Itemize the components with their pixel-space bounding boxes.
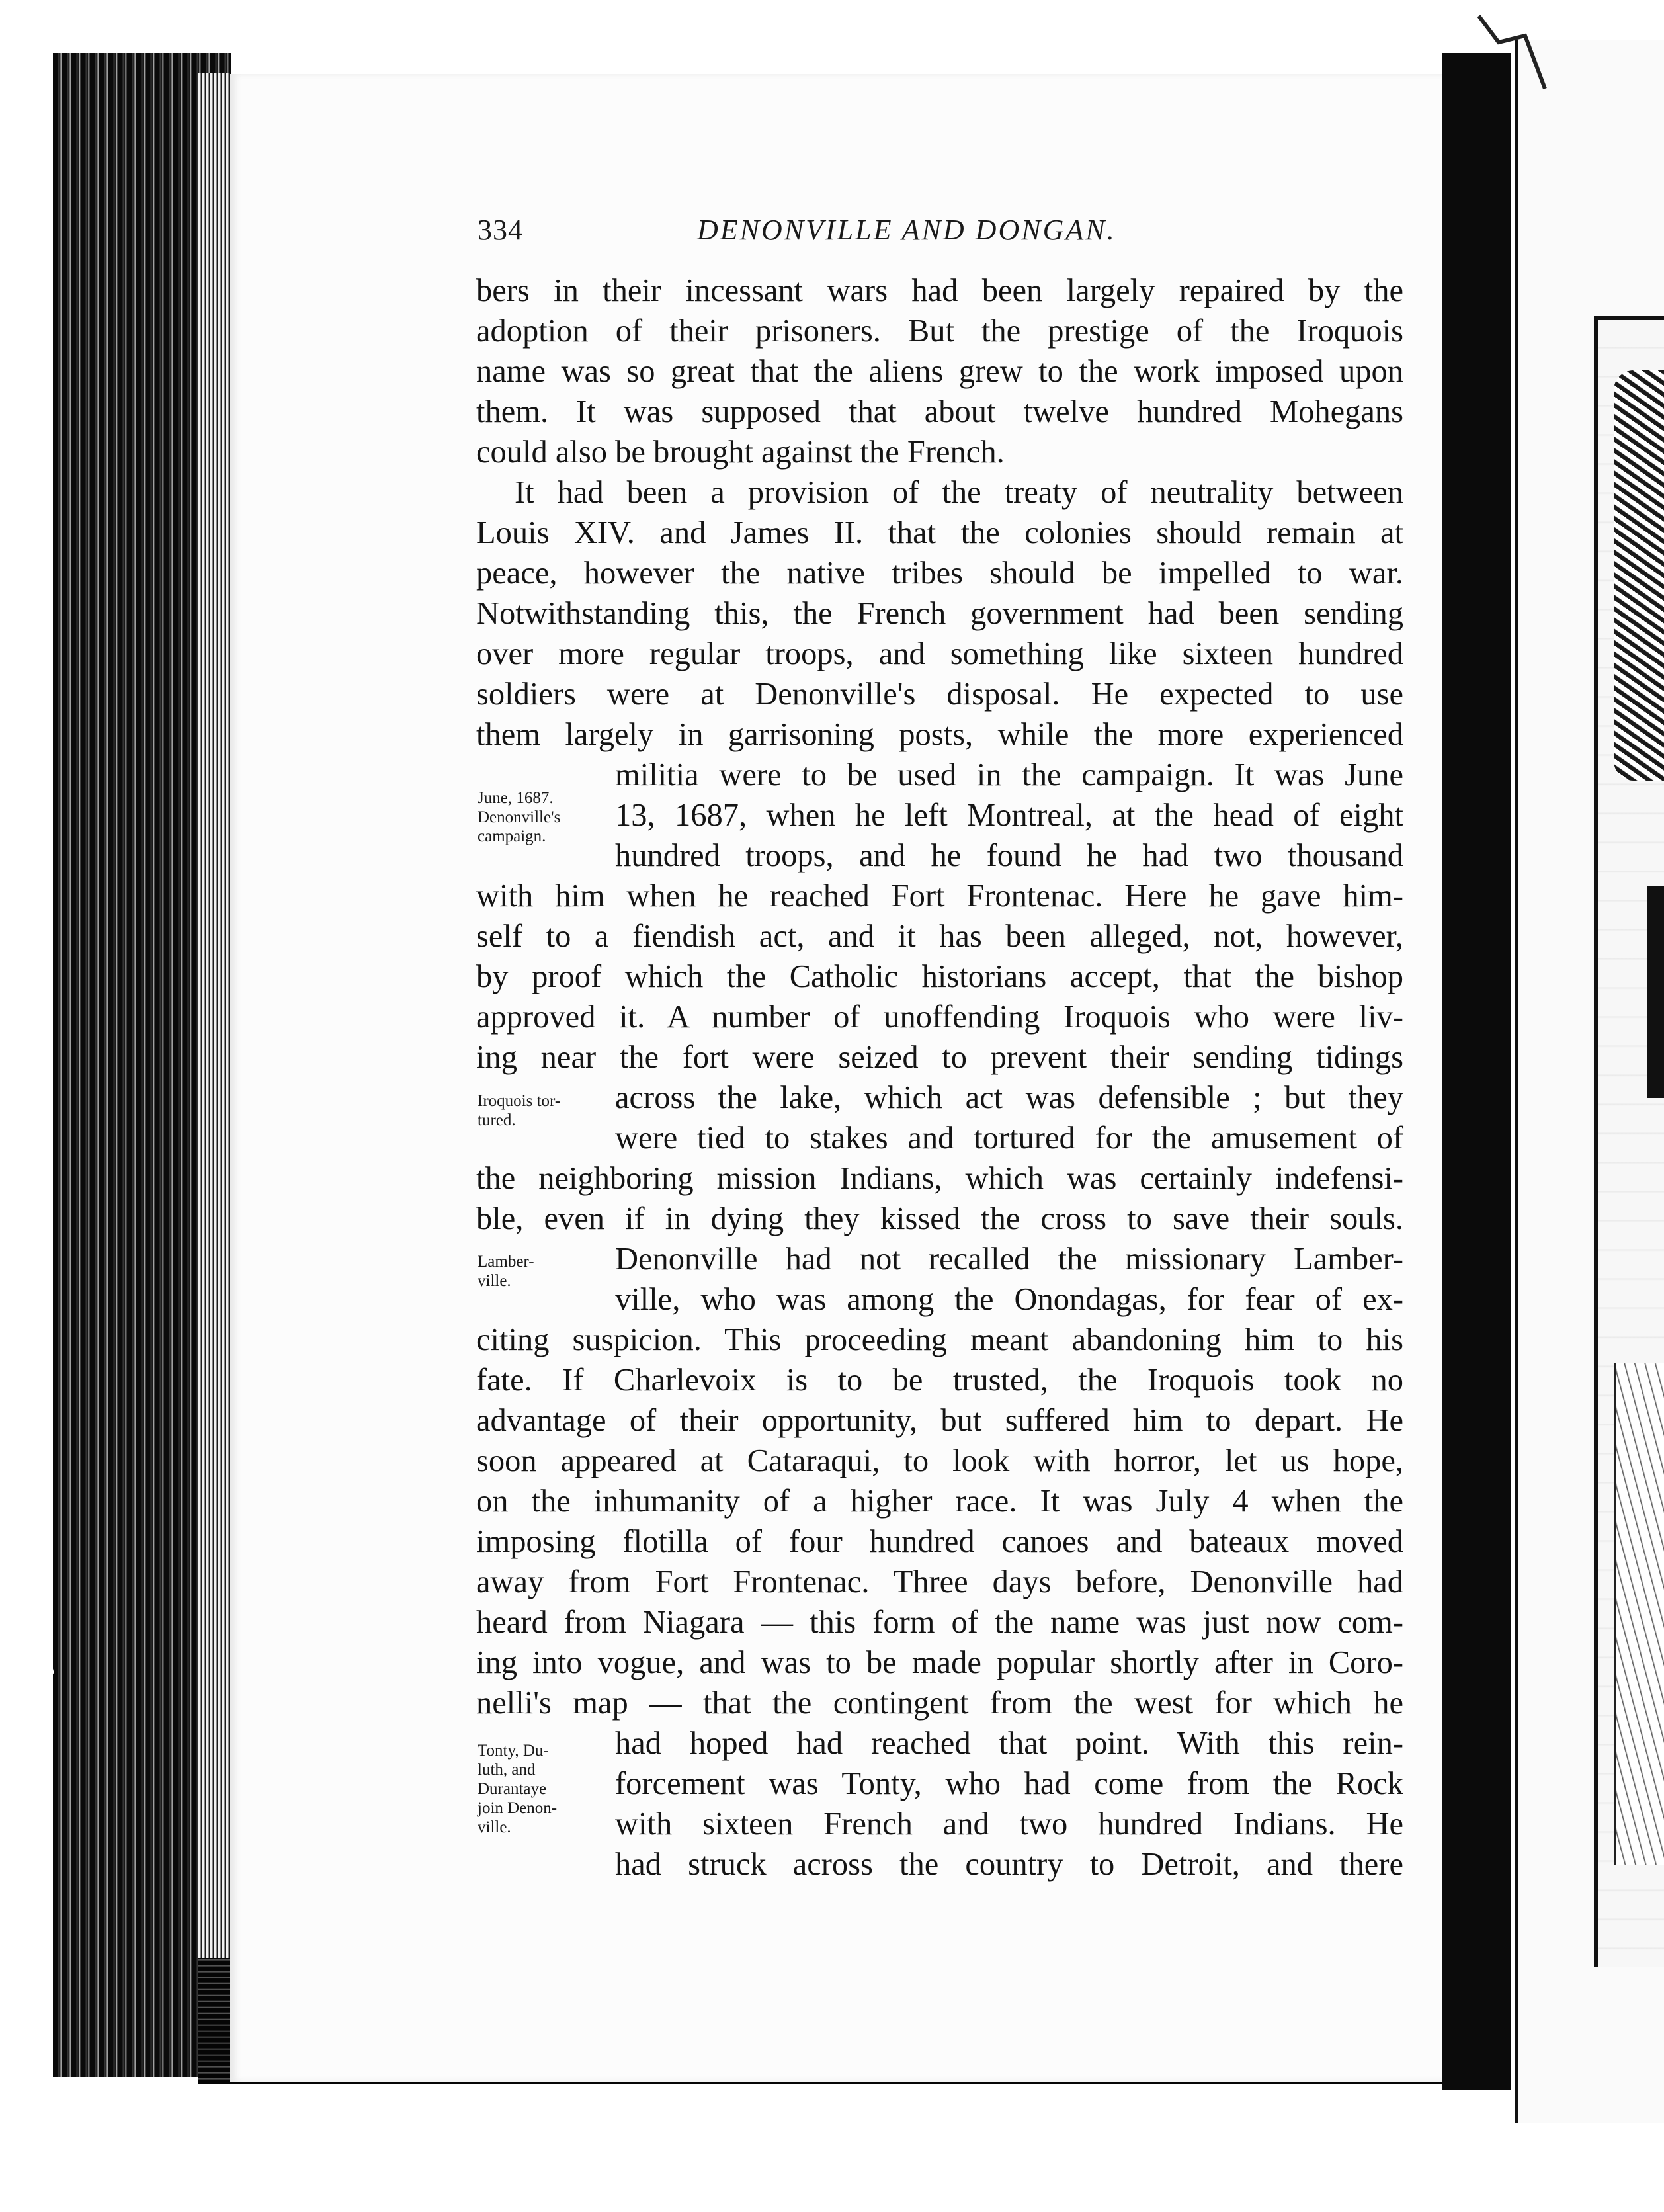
sidenote-line: Durantaye <box>478 1780 547 1798</box>
running-head <box>478 213 1403 253</box>
sidenote-denonville-campaign <box>478 788 610 846</box>
text-line: militia were to be used in the campaign. It was June <box>615 757 1403 792</box>
text-line: hundred troops, and he found he had two thousand <box>615 838 1403 873</box>
text-line: them. It was supposed that about twelve hundred Mohegans <box>476 394 1403 429</box>
text-line: ble, even if in dying they kissed the cross to save their souls. <box>476 1201 1403 1236</box>
text-line: 13, 1687, when he left Montreal, at the head of eight <box>615 798 1403 833</box>
sidenote-line: Denonville's <box>478 808 561 826</box>
facing-map-lines <box>1614 1363 1664 1865</box>
text-line: bers in their incessant wars had been largely repaired by the <box>476 273 1403 308</box>
sidenote-line: Lamber- <box>478 1253 534 1271</box>
text-line: approved it. A number of unoffending Iroquois who were liv- <box>476 1000 1403 1035</box>
text-line: Notwithstanding this, the French government had been sending <box>476 596 1403 631</box>
text-line: Louis XIV. and James II. that the colonies should remain at <box>476 515 1403 550</box>
text-line: over more regular troops, and something like sixteen hundred <box>476 636 1403 671</box>
text-line: could also be brought against the French. <box>476 435 1005 470</box>
text-line: citing suspicion. This proceeding meant abandoning him to his <box>476 1322 1403 1357</box>
sidenote-line: join Denon- <box>478 1799 558 1817</box>
text-line: self to a fiendish act, and it has been alleged, not, however, <box>476 919 1403 954</box>
sidenote-line: June, 1687. <box>478 789 554 807</box>
text-line: peace, however the native tribes should be impelled to war. <box>476 556 1403 591</box>
text-line: It had been a provision of the treaty of neutrality between <box>515 475 1403 510</box>
text-line: soldiers were at Denonville's disposal. He expected to use <box>476 677 1403 712</box>
text-line: imposing flotilla of four hundred canoes and bateaux moved <box>476 1524 1403 1559</box>
sidenote-line: Iroquois tor- <box>478 1092 561 1110</box>
sidenote-line: tured. <box>478 1111 516 1129</box>
scan-artifact-top-right <box>1472 9 1552 102</box>
facing-map-ornament <box>1614 370 1664 781</box>
scan-artifact-left <box>0 1297 60 1680</box>
text-line: across the lake, which act was defensible ; but they <box>615 1080 1403 1115</box>
text-line: with him when he reached Fort Frontenac. Here he gave him- <box>476 878 1403 914</box>
text-line: them largely in garrisoning posts, while the more experienced <box>476 717 1403 752</box>
text-line: the neighboring mission Indians, which was certainly indefensi- <box>476 1161 1403 1196</box>
sidenote-line: ville. <box>478 1272 511 1290</box>
text-line: Denonville had not recalled the missionary Lamber- <box>615 1242 1403 1277</box>
book-gutter <box>1442 53 1511 2090</box>
text-line: had struck across the country to Detroit, and there <box>615 1847 1403 1882</box>
text-line: ing near the fort were seized to prevent their sending tidings <box>476 1040 1403 1075</box>
sidenote-iroquois-tortured <box>478 1091 610 1130</box>
text-line: ville, who was among the Onondagas, for fear of ex- <box>615 1282 1403 1317</box>
text-line: ing into vogue, and was to be made popular shortly after in Coro- <box>476 1645 1403 1680</box>
book-inner-page-edges <box>198 73 230 2051</box>
text-line: name was so great that the aliens grew to the work imposed upon <box>476 354 1403 389</box>
text-line: had hoped had reached that point. With this rein- <box>615 1726 1403 1761</box>
sidenote-tonty <box>478 1741 610 1837</box>
text-line: were tied to stakes and tortured for the amusement of <box>615 1121 1403 1156</box>
sidenote-line: campaign. <box>478 828 546 845</box>
text-line: nelli's map — that the contingent from the west for which he <box>476 1685 1403 1721</box>
facing-map-bar <box>1647 886 1664 1098</box>
text-line: fate. If Charlevoix is to be trusted, the Iroquois took no <box>476 1363 1403 1398</box>
text-line: adoption of their prisoners. But the prestige of the Iroquois <box>476 314 1403 349</box>
text-line: advantage of their opportunity, but suffered him to depart. He <box>476 1403 1403 1438</box>
sidenote-line: ville. <box>478 1818 511 1836</box>
sidenote-line: Tonty, Du- <box>478 1742 549 1760</box>
text-line: soon appeared at Cataraqui, to look with horror, let us hope, <box>476 1443 1403 1478</box>
text-line: away from Fort Frontenac. Three days before, Denonville had <box>476 1564 1403 1599</box>
sidenote-line: luth, and <box>478 1761 536 1779</box>
text-line: on the inhumanity of a higher race. It was July 4 when the <box>476 1484 1403 1519</box>
page-number: 334 <box>478 214 523 246</box>
running-title: DENONVILLE AND DONGAN. <box>697 214 1116 246</box>
text-line: forcement was Tonty, who had come from the Rock <box>615 1766 1403 1801</box>
text-line: with sixteen French and two hundred Indians. He <box>615 1807 1403 1842</box>
text-line: heard from Niagara — this form of the name was just now com- <box>476 1605 1403 1640</box>
sidenote-lamberville <box>478 1252 610 1291</box>
text-line: by proof which the Catholic historians accept, that the bishop <box>476 959 1403 994</box>
